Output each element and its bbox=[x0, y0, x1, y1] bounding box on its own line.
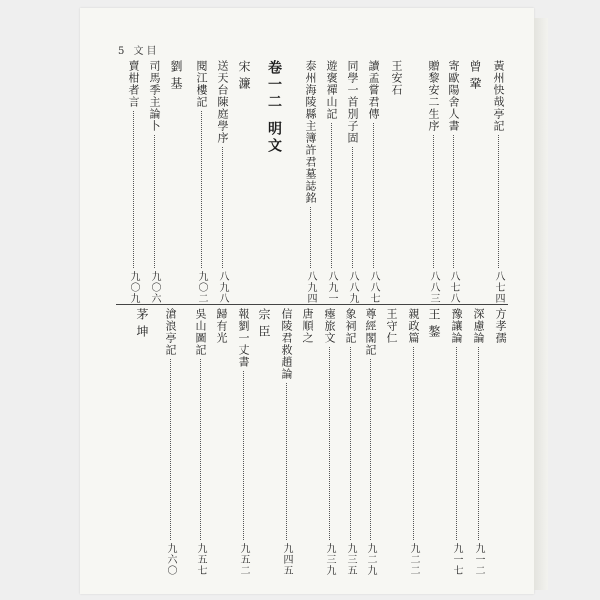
toc-author bbox=[467, 60, 483, 304]
author-name: 劉基 bbox=[169, 60, 183, 94]
dot-leader bbox=[373, 123, 374, 268]
author-name: 歸有光 bbox=[215, 308, 228, 344]
entry-page: 九一七 bbox=[451, 543, 462, 576]
toc-author bbox=[236, 60, 252, 304]
toc-entry bbox=[321, 308, 337, 576]
dot-leader bbox=[286, 383, 287, 540]
running-head: 5 文目 bbox=[118, 46, 160, 57]
author-name: 王鏊 bbox=[427, 308, 441, 342]
toc-entry bbox=[342, 308, 358, 576]
toc-author bbox=[426, 308, 442, 576]
dot-leader bbox=[222, 147, 223, 268]
entry-page: 九五二 bbox=[238, 543, 249, 576]
entry-page: 九三五 bbox=[345, 543, 356, 576]
author-name: 宗臣 bbox=[257, 308, 271, 342]
entry-title: 寄歐陽舍人書 bbox=[447, 60, 460, 132]
entry-page: 九五七 bbox=[195, 543, 206, 576]
dot-leader bbox=[201, 111, 202, 268]
entry-title: 讀孟嘗君傳 bbox=[367, 60, 380, 120]
entry-page: 八九一 bbox=[326, 271, 337, 304]
chapter-label: 卷一二 bbox=[266, 60, 282, 111]
dot-leader bbox=[133, 111, 134, 268]
entry-page: 九〇二 bbox=[196, 271, 207, 304]
entry-page: 九一二 bbox=[473, 543, 484, 576]
toc-entry bbox=[405, 308, 421, 576]
entry-page: 八七四 bbox=[493, 271, 504, 304]
toc-entry bbox=[344, 60, 360, 304]
author-name: 曾鞏 bbox=[468, 60, 482, 94]
entry-title: 吳山圖記 bbox=[194, 308, 207, 356]
entry-title: 泰州海陵縣主簿許君墓誌銘 bbox=[304, 60, 317, 204]
entry-title: 閱江樓記 bbox=[195, 60, 208, 108]
toc-entry bbox=[448, 308, 464, 576]
dot-leader bbox=[413, 347, 414, 540]
author-name: 茅坤 bbox=[135, 308, 149, 342]
entry-page: 八八七 bbox=[368, 271, 379, 304]
dot-leader bbox=[352, 147, 353, 268]
dot-leader bbox=[498, 135, 499, 268]
toc-entry bbox=[192, 308, 208, 576]
entry-page: 九二二 bbox=[408, 543, 419, 576]
book-page bbox=[80, 8, 534, 594]
entry-title: 同學一首別子固 bbox=[346, 60, 359, 144]
toc-entry bbox=[125, 60, 141, 304]
toc-author bbox=[388, 60, 404, 304]
toc-author bbox=[299, 308, 315, 576]
entry-page: 九四五 bbox=[281, 543, 292, 576]
author-name: 王安石 bbox=[390, 60, 403, 96]
toc-author bbox=[168, 60, 184, 304]
chapter-heading bbox=[266, 60, 282, 304]
entry-page: 九二九 bbox=[365, 543, 376, 576]
toc-author bbox=[383, 308, 399, 576]
toc-entry bbox=[278, 308, 294, 576]
dot-leader bbox=[329, 347, 330, 540]
dot-leader bbox=[310, 207, 311, 268]
dot-leader bbox=[453, 135, 454, 268]
author-name: 唐順之 bbox=[301, 308, 314, 344]
entry-title: 深慮論 bbox=[472, 308, 485, 344]
dot-leader bbox=[170, 359, 171, 540]
entry-title: 贈黎安二生序 bbox=[427, 60, 440, 132]
toc-author bbox=[134, 308, 150, 576]
toc-entry bbox=[362, 308, 378, 576]
section-divider bbox=[116, 304, 508, 305]
entry-title: 豫讓論 bbox=[450, 308, 463, 344]
toc-entry bbox=[302, 60, 318, 304]
entry-title: 司馬季主論卜 bbox=[148, 60, 161, 132]
page-edge bbox=[534, 18, 548, 590]
chapter-title: 明文 bbox=[266, 121, 282, 155]
dot-leader bbox=[370, 359, 371, 540]
entry-title: 賣柑者言 bbox=[127, 60, 140, 108]
toc-entry bbox=[470, 308, 486, 576]
dot-leader bbox=[331, 123, 332, 268]
author-name: 王守仁 bbox=[385, 308, 398, 344]
toc-author bbox=[256, 308, 272, 576]
toc-entry bbox=[445, 60, 461, 304]
toc-entry bbox=[193, 60, 209, 304]
dot-leader bbox=[154, 135, 155, 268]
entry-title: 遊褒禪山記 bbox=[325, 60, 338, 120]
toc-entry bbox=[214, 60, 230, 304]
entry-page: 八七八 bbox=[448, 271, 459, 304]
entry-page: 八九四 bbox=[305, 271, 316, 304]
entry-page: 九〇六 bbox=[149, 271, 160, 304]
entry-page: 八八九 bbox=[347, 271, 358, 304]
entry-title: 報劉一丈書 bbox=[237, 308, 250, 368]
entry-page: 九三九 bbox=[324, 543, 335, 576]
toc-entry bbox=[162, 308, 178, 576]
entry-title: 滄浪亭記 bbox=[164, 308, 177, 356]
toc-entry bbox=[323, 60, 339, 304]
entry-title: 尊經閣記 bbox=[364, 308, 377, 356]
toc-entry bbox=[235, 308, 251, 576]
entry-title: 象祠記 bbox=[344, 308, 357, 344]
entry-page: 九六〇 bbox=[165, 543, 176, 576]
entry-page: 九〇九 bbox=[128, 271, 139, 304]
entry-title: 親政篇 bbox=[407, 308, 420, 344]
toc-entry bbox=[425, 60, 441, 304]
entry-title: 送天台陳庭學序 bbox=[216, 60, 229, 144]
toc-entry bbox=[146, 60, 162, 304]
dot-leader bbox=[456, 347, 457, 540]
author-name: 方孝孺 bbox=[494, 308, 507, 344]
toc-author bbox=[213, 308, 229, 576]
entry-title: 瘞旅文 bbox=[323, 308, 336, 344]
toc-entry bbox=[490, 60, 506, 304]
dot-leader bbox=[478, 347, 479, 540]
entry-page: 八八三 bbox=[428, 271, 439, 304]
entry-page: 八九八 bbox=[217, 271, 228, 304]
toc-entry bbox=[365, 60, 381, 304]
dot-leader bbox=[433, 135, 434, 268]
dot-leader bbox=[200, 359, 201, 540]
entry-title: 信陵君救趙論 bbox=[280, 308, 293, 380]
dot-leader bbox=[243, 371, 244, 540]
toc-author bbox=[492, 308, 508, 576]
author-name: 宋濂 bbox=[237, 60, 251, 94]
dot-leader bbox=[350, 347, 351, 540]
entry-title: 黃州快哉亭記 bbox=[492, 60, 505, 132]
